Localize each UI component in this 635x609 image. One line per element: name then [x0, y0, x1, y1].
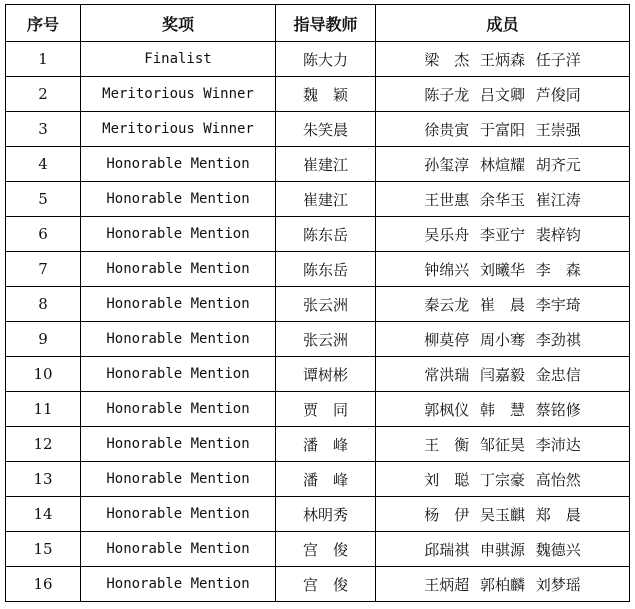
table-row [6, 357, 630, 392]
table-row [6, 147, 630, 182]
advisor-cell: 谭树彬 [276, 357, 376, 392]
award-cell: Honorable Mention [81, 392, 276, 427]
table-row [6, 217, 630, 252]
members-cell: 杨 伊 吴玉麒 郑 晨 [376, 497, 630, 532]
award-cell: Meritorious Winner [81, 77, 276, 112]
award-cell: Meritorious Winner [81, 112, 276, 147]
advisor-cell: 林明秀 [276, 497, 376, 532]
members-cell: 梁 杰 王炳森 任子洋 [376, 42, 630, 77]
awards-table [5, 4, 630, 602]
award-cell: Honorable Mention [81, 427, 276, 462]
index-cell: 12 [6, 427, 81, 462]
members-cell: 王炳超 郭柏麟 刘梦瑶 [376, 567, 630, 602]
award-cell: Honorable Mention [81, 287, 276, 322]
advisor-cell: 宫 俊 [276, 532, 376, 567]
award-cell: Honorable Mention [81, 357, 276, 392]
header-advisor: 指导教师 [276, 5, 376, 42]
advisor-cell: 朱笑晨 [276, 112, 376, 147]
advisor-cell: 崔建江 [276, 147, 376, 182]
index-cell: 13 [6, 462, 81, 497]
index-cell: 1 [6, 42, 81, 77]
award-cell: Honorable Mention [81, 252, 276, 287]
advisor-cell: 贾 同 [276, 392, 376, 427]
index-cell: 15 [6, 532, 81, 567]
advisor-cell: 潘 峰 [276, 427, 376, 462]
table-row [6, 287, 630, 322]
index-cell: 7 [6, 252, 81, 287]
table-row [6, 112, 630, 147]
members-cell: 吴乐舟 李亚宁 裴梓钧 [376, 217, 630, 252]
members-cell: 刘 聪 丁宗豪 高怡然 [376, 462, 630, 497]
index-cell: 10 [6, 357, 81, 392]
advisor-cell: 张云洲 [276, 322, 376, 357]
award-cell: Honorable Mention [81, 567, 276, 602]
award-cell: Honorable Mention [81, 147, 276, 182]
members-cell: 钟绵兴 刘曦华 李 森 [376, 252, 630, 287]
index-cell: 3 [6, 112, 81, 147]
advisor-cell: 魏 颖 [276, 77, 376, 112]
table-row [6, 42, 630, 77]
header-award: 奖项 [81, 5, 276, 42]
table-row [6, 532, 630, 567]
award-cell: Honorable Mention [81, 217, 276, 252]
advisor-cell: 陈大力 [276, 42, 376, 77]
table-row [6, 182, 630, 217]
members-cell: 王世惠 余华玉 崔江涛 [376, 182, 630, 217]
award-cell: Honorable Mention [81, 322, 276, 357]
members-cell: 王 衡 邹征昊 李沛达 [376, 427, 630, 462]
table-row [6, 462, 630, 497]
index-cell: 14 [6, 497, 81, 532]
members-cell: 秦云龙 崔 晨 李宇琦 [376, 287, 630, 322]
award-cell: Honorable Mention [81, 497, 276, 532]
award-cell: Honorable Mention [81, 532, 276, 567]
award-cell: Honorable Mention [81, 182, 276, 217]
table-row [6, 252, 630, 287]
members-cell: 孙玺淳 林煊耀 胡齐元 [376, 147, 630, 182]
award-cell: Honorable Mention [81, 462, 276, 497]
index-cell: 4 [6, 147, 81, 182]
members-cell: 徐贵寅 于富阳 王崇强 [376, 112, 630, 147]
index-cell: 11 [6, 392, 81, 427]
table-row [6, 392, 630, 427]
index-cell: 2 [6, 77, 81, 112]
index-cell: 16 [6, 567, 81, 602]
index-cell: 6 [6, 217, 81, 252]
advisor-cell: 潘 峰 [276, 462, 376, 497]
table-row [6, 427, 630, 462]
table-row [6, 497, 630, 532]
table-row [6, 567, 630, 602]
members-cell: 郭枫仪 韩 慧 蔡铭修 [376, 392, 630, 427]
advisor-cell: 崔建江 [276, 182, 376, 217]
advisor-cell: 宫 俊 [276, 567, 376, 602]
advisor-cell: 陈东岳 [276, 252, 376, 287]
advisor-cell: 张云洲 [276, 287, 376, 322]
members-cell: 常洪瑞 闫嘉毅 金忠信 [376, 357, 630, 392]
members-cell: 陈子龙 吕文卿 芦俊同 [376, 77, 630, 112]
members-cell: 柳莫停 周小骞 李劲祺 [376, 322, 630, 357]
header-index: 序号 [6, 5, 81, 42]
header-members: 成员 [376, 5, 630, 42]
members-cell: 邱瑞祺 申骐源 魏德兴 [376, 532, 630, 567]
index-cell: 9 [6, 322, 81, 357]
advisor-cell: 陈东岳 [276, 217, 376, 252]
table-row [6, 322, 630, 357]
index-cell: 8 [6, 287, 81, 322]
index-cell: 5 [6, 182, 81, 217]
table-row [6, 77, 630, 112]
award-cell: Finalist [81, 42, 276, 77]
header-row [6, 5, 630, 42]
